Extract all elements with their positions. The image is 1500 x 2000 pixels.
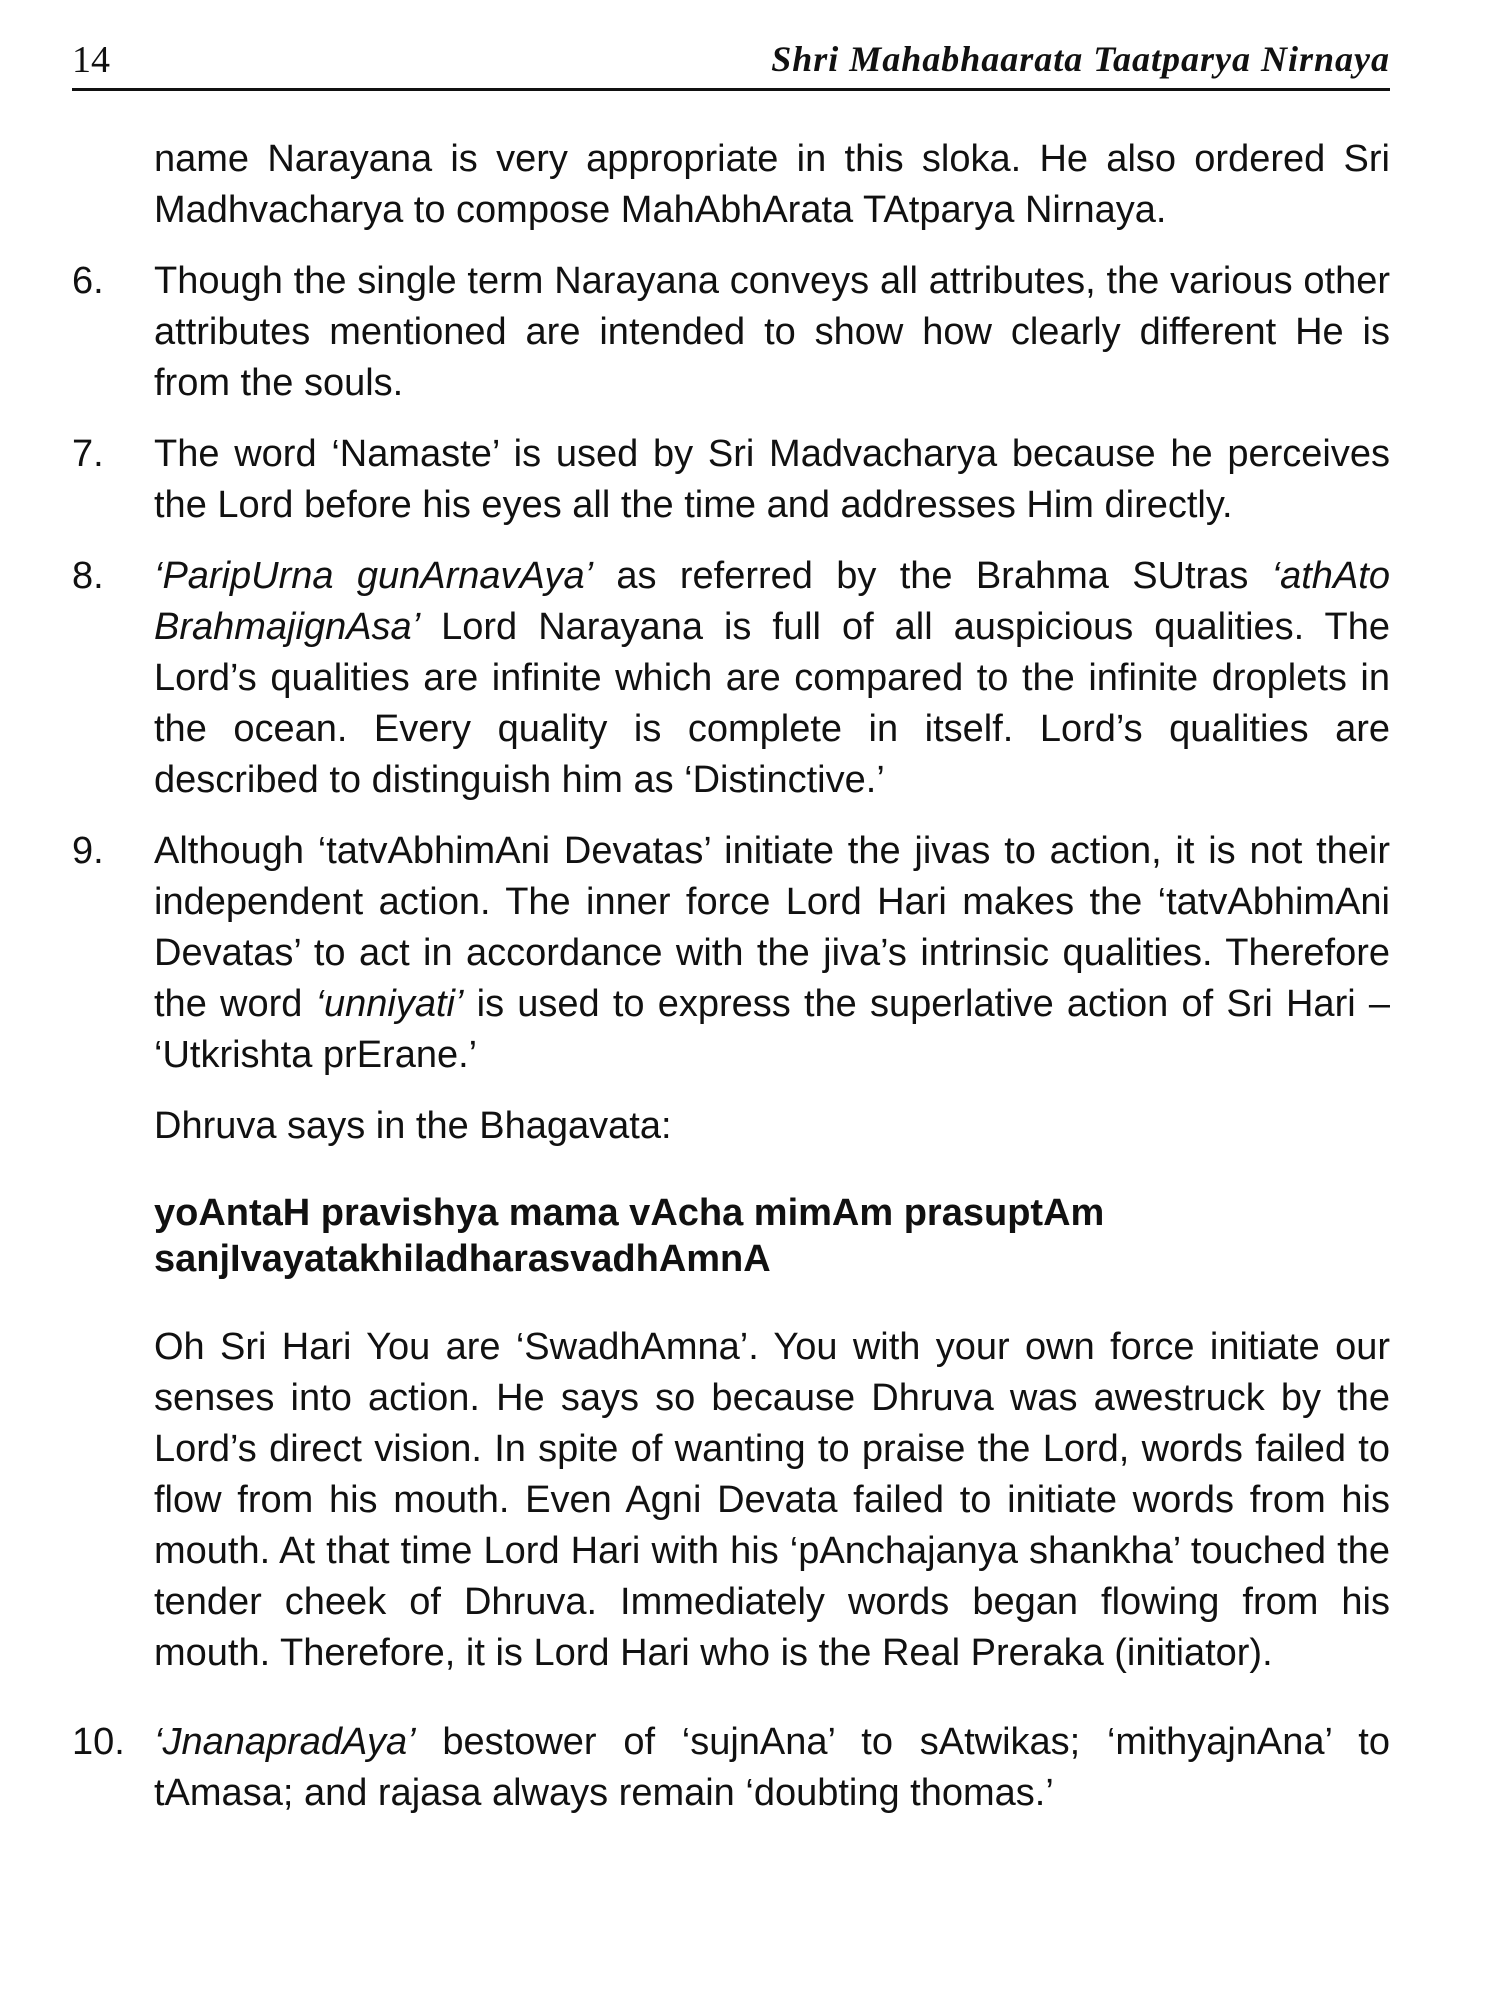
item-number: 8. — [72, 555, 104, 597]
page-header — [72, 38, 1390, 91]
list-item-9 — [72, 826, 1390, 1081]
verse-line-1: yoAntaH pravishya mama vAcha mimAm prasuptAm — [154, 1192, 1105, 1234]
text-segment: Although ‘tatvAbhimAni Devatas’ initiate the jivas to action, it is not their independent action. The inner force Lord Hari makes the ‘tatvAbhimAni Devatas’ to act in accordance with the jiva’s intrinsic qualities. Therefore the word — [154, 830, 1390, 1025]
item-number: 10. — [72, 1721, 125, 1763]
list-item-6 — [72, 256, 1390, 409]
list-item-10 — [72, 1717, 1390, 1819]
intro-paragraph: name Narayana is very appropriate in this sloka. He also ordered Sri Madhvacharya to compose MahAbhArata TAtparya Nirnaya. — [154, 138, 1390, 231]
sanskrit-verse — [154, 1190, 1390, 1282]
text-segment: Lord Narayana is full of all auspicious qualities. The Lord’s qualities are infinite which are compared to the infinite droplets in the ocean. Every quality is complete in itself. Lord’s qualities are described to distinguish him as ‘Distinctive.’ — [154, 606, 1390, 801]
italic-term: ‘ParipUrna gunArnavAya’ — [154, 555, 594, 597]
item-text: The word ‘Namaste’ is used by Sri Madvacharya because he perceives the Lord before his eyes all the time and addresses Him directly. — [154, 433, 1390, 526]
italic-term: ‘unniyati’ — [315, 983, 464, 1025]
item-text — [154, 826, 1390, 1081]
item-number: 7. — [72, 433, 104, 475]
verse-line-2: sanjIvayatakhiladharasvadhAmnA — [154, 1238, 771, 1280]
item-number: 9. — [72, 830, 104, 872]
page-body — [72, 134, 1390, 1819]
item-text: Though the single term Narayana conveys all attributes, the various other attributes mentioned are intended to show how clearly different He is from the souls. — [154, 260, 1390, 404]
page-number: 14 — [72, 39, 110, 81]
running-title: Shri Mahabhaarata Taatparya Nirnaya — [771, 39, 1390, 79]
italic-term: ‘JnanapradAya’ — [154, 1721, 416, 1763]
list-item-7 — [72, 429, 1390, 531]
item-number: 6. — [72, 260, 104, 302]
italic-term: ‘athAto BrahmajignAsa’ — [154, 555, 1390, 648]
item-text — [154, 1717, 1390, 1819]
item-text — [154, 551, 1390, 806]
text-segment: bestower of ‘sujnAna’ to sAtwikas; ‘mithyajnAna’ to tAmasa; and rajasa always remain ‘doubting thomas.’ — [154, 1721, 1390, 1814]
dhruva-intro: Dhruva says in the Bhagavata: — [154, 1105, 672, 1147]
list-item-8 — [72, 551, 1390, 806]
text-segment: as referred by the Brahma SUtras — [593, 555, 1272, 597]
explanation-paragraph: Oh Sri Hari You are ‘SwadhAmna’. You with your own force initiate our senses into action. He says so because Dhruva was awestruck by the Lord’s direct vision. In spite of wanting to praise the Lord, words failed to flow from his mouth. Even Agni Devata failed to initiate words from his mouth. At that time Lord Hari with his ‘pAnchajanya shankha’ touched the tender cheek of Dhruva. Immediately words began flowing from his mouth. Therefore, it is Lord Hari who is the Real Preraka (initiator). — [154, 1326, 1390, 1674]
text-segment: is used to express the superlative action of Sri Hari – ‘Utkrishta prErane.’ — [154, 983, 1390, 1076]
